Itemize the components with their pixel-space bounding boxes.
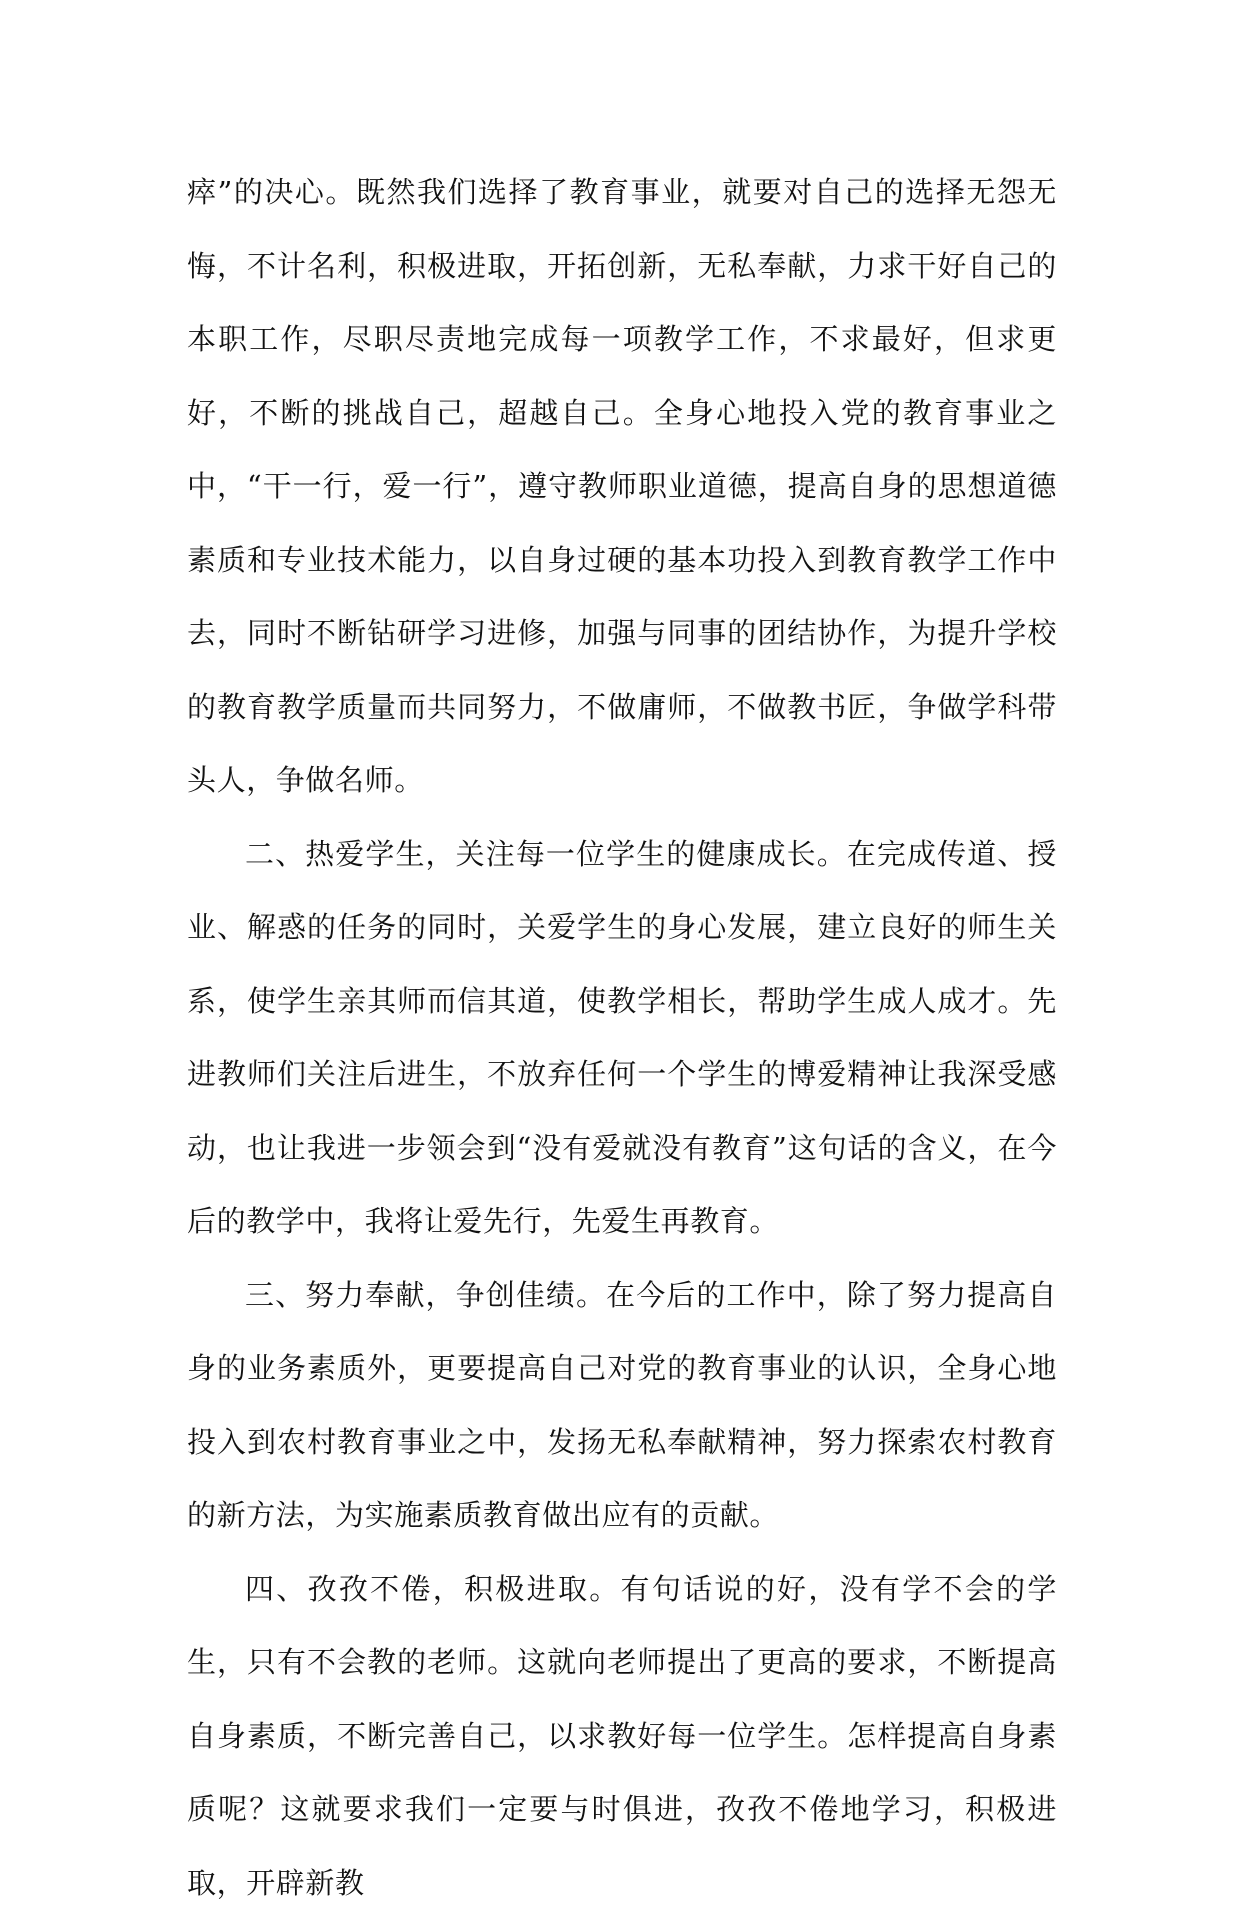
document-body: [187, 156, 1057, 1920]
paragraph-love-students: 二、热爱学生，关注每一位学生的健康成长。在完成传道、授业、解惑的任务的同时，关爱学生的身心发展，建立良好的师生关系，使学生亲其师而信其道，使教学相长，帮助学生成人成才。先进教师们关注后进生，不放弃任何一个学生的博爱精神让我深受感动，也让我进一步领会到“没有爱就没有教育”这句话的含义，在今后的教学中，我将让爱先行，先爱生再教育。: [187, 818, 1057, 1259]
paragraph-continuation: 瘁”的决心。既然我们选择了教育事业，就要对自己的选择无怨无悔，不计名利，积极进取，开拓创新，无私奉献，力求干好自己的本职工作，尽职尽责地完成每一项教学工作，不求最好，但求更好，不断的挑战自己，超越自己。全身心地投入党的教育事业之中，“干一行，爱一行”，遵守教师职业道德，提高自身的思想道德素质和专业技术能力，以自身过硬的基本功投入到教育教学工作中去，同时不断钻研学习进修，加强与同事的团结协作，为提升学校的教育教学质量而共同努力，不做庸师，不做教书匠，争做学科带头人，争做名师。: [187, 156, 1057, 818]
paragraph-dedication: 三、努力奉献，争创佳绩。在今后的工作中，除了努力提高自身的业务素质外，更要提高自己对党的教育事业的认识，全身心地投入到农村教育事业之中，发扬无私奉献精神，努力探索农村教育的新方法，为实施素质教育做出应有的贡献。: [187, 1259, 1057, 1553]
paragraph-diligence: 四、孜孜不倦，积极进取。有句话说的好，没有学不会的学生，只有不会教的老师。这就向老师提出了更高的要求，不断提高自身素质，不断完善自己，以求教好每一位学生。怎样提高自身素质呢？这就要求我们一定要与时俱进，孜孜不倦地学习，积极进取，开辟新教: [187, 1553, 1057, 1920]
